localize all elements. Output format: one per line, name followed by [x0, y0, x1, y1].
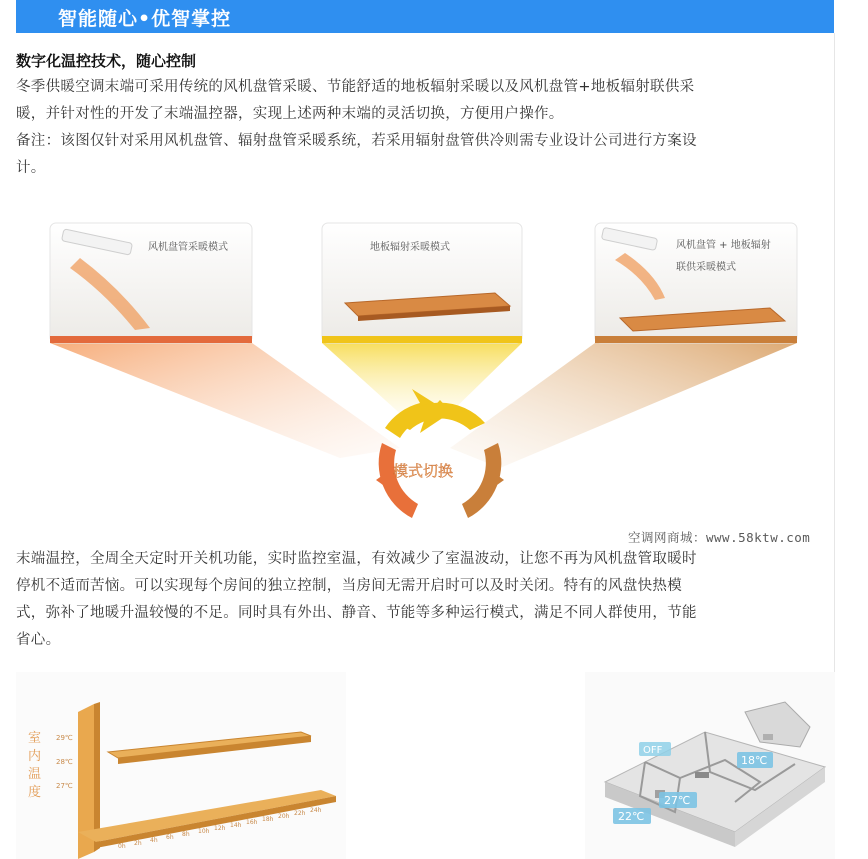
ylabel-char: 温	[28, 767, 42, 782]
x-tick: 24h	[310, 807, 322, 814]
x-tick: 16h	[246, 819, 258, 826]
x-tick: 4h	[150, 837, 158, 844]
hub-label: 模式切换	[393, 462, 454, 480]
intro-line: 冬季供暖空调末端可采用传统的风机盘管采暖、节能舒适的地板辐射采暖以及风机盘管+地板辐射联供采	[16, 79, 695, 95]
panel-right-label-2: 联供采暖模式	[676, 262, 736, 273]
off-label: OFF	[643, 745, 663, 756]
ylabel-char: 室	[28, 731, 42, 746]
panel-right-label-1: 风机盘管 + 地板辐射	[676, 240, 771, 251]
body-paragraph	[16, 546, 834, 654]
y-tick: 28℃	[56, 758, 73, 766]
x-tick: 12h	[214, 825, 226, 832]
body-line: 停机不适而苦恼。可以实现每个房间的独立控制，当房间无需开启时可以及时关闭。特有的风盘快热模	[16, 578, 682, 594]
body-line: 末端温控，全周全天定时开关机功能，实时监控室温，有效减少了室温波动，让您不再为风机盘管取暖时	[16, 551, 697, 567]
watermark: 空调网商城：www.58ktw.com	[628, 530, 811, 545]
panel-fan-coil	[50, 223, 252, 343]
x-tick: 10h	[198, 828, 210, 835]
room-temp-tag	[613, 808, 651, 824]
x-tick: 2h	[134, 840, 142, 847]
y-tick: 27℃	[56, 782, 73, 790]
mode-switch-diagram	[40, 218, 820, 523]
temp-label: 18℃	[741, 754, 768, 767]
ylabel-char: 度	[28, 785, 42, 800]
x-tick: 6h	[166, 834, 174, 841]
room-off-tag	[639, 742, 671, 756]
panel-floor-radiant	[322, 223, 522, 343]
banner	[16, 0, 834, 33]
panel-center-label: 地板辐射采暖模式	[370, 242, 450, 253]
temperature-chart	[16, 672, 346, 859]
y-tick: 29℃	[56, 734, 73, 742]
x-tick: 18h	[262, 816, 274, 823]
intro-line: 暖，并针对性的开发了末端温控器，实现上述两种末端的灵活切换，方便用户操作。	[16, 106, 564, 122]
x-tick: 8h	[182, 831, 190, 838]
body-line: 省心。	[16, 632, 61, 648]
temp-label: 27℃	[664, 794, 691, 807]
room-temp-tag	[659, 792, 697, 808]
x-tick: 20h	[278, 813, 290, 820]
room-temp-tag	[737, 752, 773, 768]
panel-left-label: 风机盘管采暖模式	[148, 242, 228, 253]
section-heading: 数字化温控技术，随心控制	[16, 52, 197, 70]
intro-paragraph	[16, 74, 834, 182]
y-axis-label	[28, 731, 41, 800]
x-tick: 14h	[230, 822, 242, 829]
banner-title: 智能随心•优智掌控	[58, 8, 232, 30]
x-tick: 22h	[294, 810, 306, 817]
temp-label: 22℃	[618, 810, 645, 823]
intro-line: 计。	[16, 160, 46, 176]
body-line: 式，弥补了地暖升温较慢的不足。同时具有外出、静音、节能等多种运行模式，满足不同人群使用，节能	[16, 605, 697, 621]
intro-line: 备注：该图仅针对采用风机盘管、辐射盘管采暖系统，若采用辐射盘管供冷则需专业设计公司进行方案设	[16, 133, 697, 149]
ylabel-char: 内	[28, 749, 42, 764]
house-floorplan	[585, 672, 835, 859]
x-tick: 0h	[118, 843, 126, 850]
